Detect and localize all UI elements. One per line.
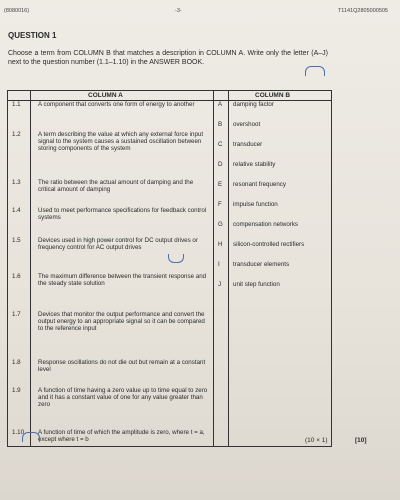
column-b-term: silicon-controlled rectifiers <box>233 241 305 248</box>
column-b-letter: F <box>218 201 222 208</box>
total-marks: [10] <box>355 437 367 444</box>
column-a-description: Devices used in high power control for DC output drives or frequency control for AC output drives <box>38 237 198 252</box>
column-b-term: transducer elements <box>233 261 290 268</box>
barcode-number: T1141Q2805000505 <box>337 8 388 14</box>
column-a-number: 1.9 <box>12 387 21 394</box>
column-a-number: 1.3 <box>12 179 21 186</box>
column-a-number: 1.10 <box>12 429 25 436</box>
column-b-term: impulse function <box>233 201 278 208</box>
column-a-header: COLUMN A <box>88 92 123 99</box>
column-a-description: A term describing the value at which any external force input signal to the system causes a sustained oscillation between storing components of the system <box>38 131 204 153</box>
matching-table <box>7 90 332 447</box>
pen-mark <box>168 254 184 263</box>
column-a-description: Devices that monitor the output performance and convert the output energy to an appropriate signal so it can be compared to the reference input <box>38 311 205 333</box>
question-instruction: Choose a term from COLUMN B that matches a description in COLUMN A. Write only the letter (A–J) next to the question number (1.1–1.10) in the ANSWER BOOK. <box>8 50 328 66</box>
column-b-letter: H <box>218 241 223 248</box>
divider-num <box>30 91 31 446</box>
column-a-number: 1.8 <box>12 359 21 366</box>
column-b-letter: C <box>218 141 223 148</box>
column-a-number: 1.6 <box>12 273 21 280</box>
marks-allocation: (10 × 1) <box>305 437 328 444</box>
column-b-letter: J <box>218 281 222 288</box>
column-a-description: The ratio between the actual amount of damping and the critical amount of damping <box>38 179 194 194</box>
column-b-term: transducer <box>233 141 263 148</box>
column-b-term: damping factor <box>233 101 274 108</box>
column-a-number: 1.1 <box>12 101 21 108</box>
column-b-term: relative stability <box>233 161 276 168</box>
column-a-number: 1.2 <box>12 131 21 138</box>
column-b-letter: A <box>218 101 223 108</box>
divider-letter <box>228 91 229 446</box>
column-a-number: 1.7 <box>12 311 21 318</box>
column-b-letter: B <box>218 121 223 128</box>
column-b-letter: G <box>218 221 223 228</box>
column-a-description: A function of time of which the amplitude is zero, where t = a, except where t = b <box>38 429 205 444</box>
paper-code: (8080016) <box>4 8 30 14</box>
column-a-number: 1.4 <box>12 207 21 214</box>
column-a-description: Response oscillations do not die out but remain at a constant level <box>38 359 206 374</box>
column-a-number: 1.5 <box>12 237 21 244</box>
page-number: -3- <box>175 8 182 14</box>
column-b-term: overshoot <box>233 121 261 128</box>
column-b-header: COLUMN B <box>255 92 291 99</box>
column-b-term: unit step function <box>233 281 280 288</box>
pen-mark <box>22 432 40 442</box>
column-a-description: Used to meet performance specifications for feedback control systems <box>38 207 207 222</box>
column-b-letter: I <box>218 261 220 268</box>
column-a-description: The maximum difference between the transient response and the steady state solution <box>38 273 207 288</box>
column-b-term: resonant frequency <box>233 181 286 188</box>
column-a-description: A component that converts one form of energy to another <box>38 101 195 108</box>
question-title: QUESTION 1 <box>8 31 57 40</box>
column-a-description: A function of time having a zero value up to time equal to zero and it has a constant value of one for any value greater than zero <box>38 387 208 409</box>
divider-columns <box>213 91 214 446</box>
column-b-letter: E <box>218 181 223 188</box>
column-b-term: compensation networks <box>233 221 299 228</box>
pen-mark <box>305 66 325 76</box>
column-b-letter: D <box>218 161 223 168</box>
